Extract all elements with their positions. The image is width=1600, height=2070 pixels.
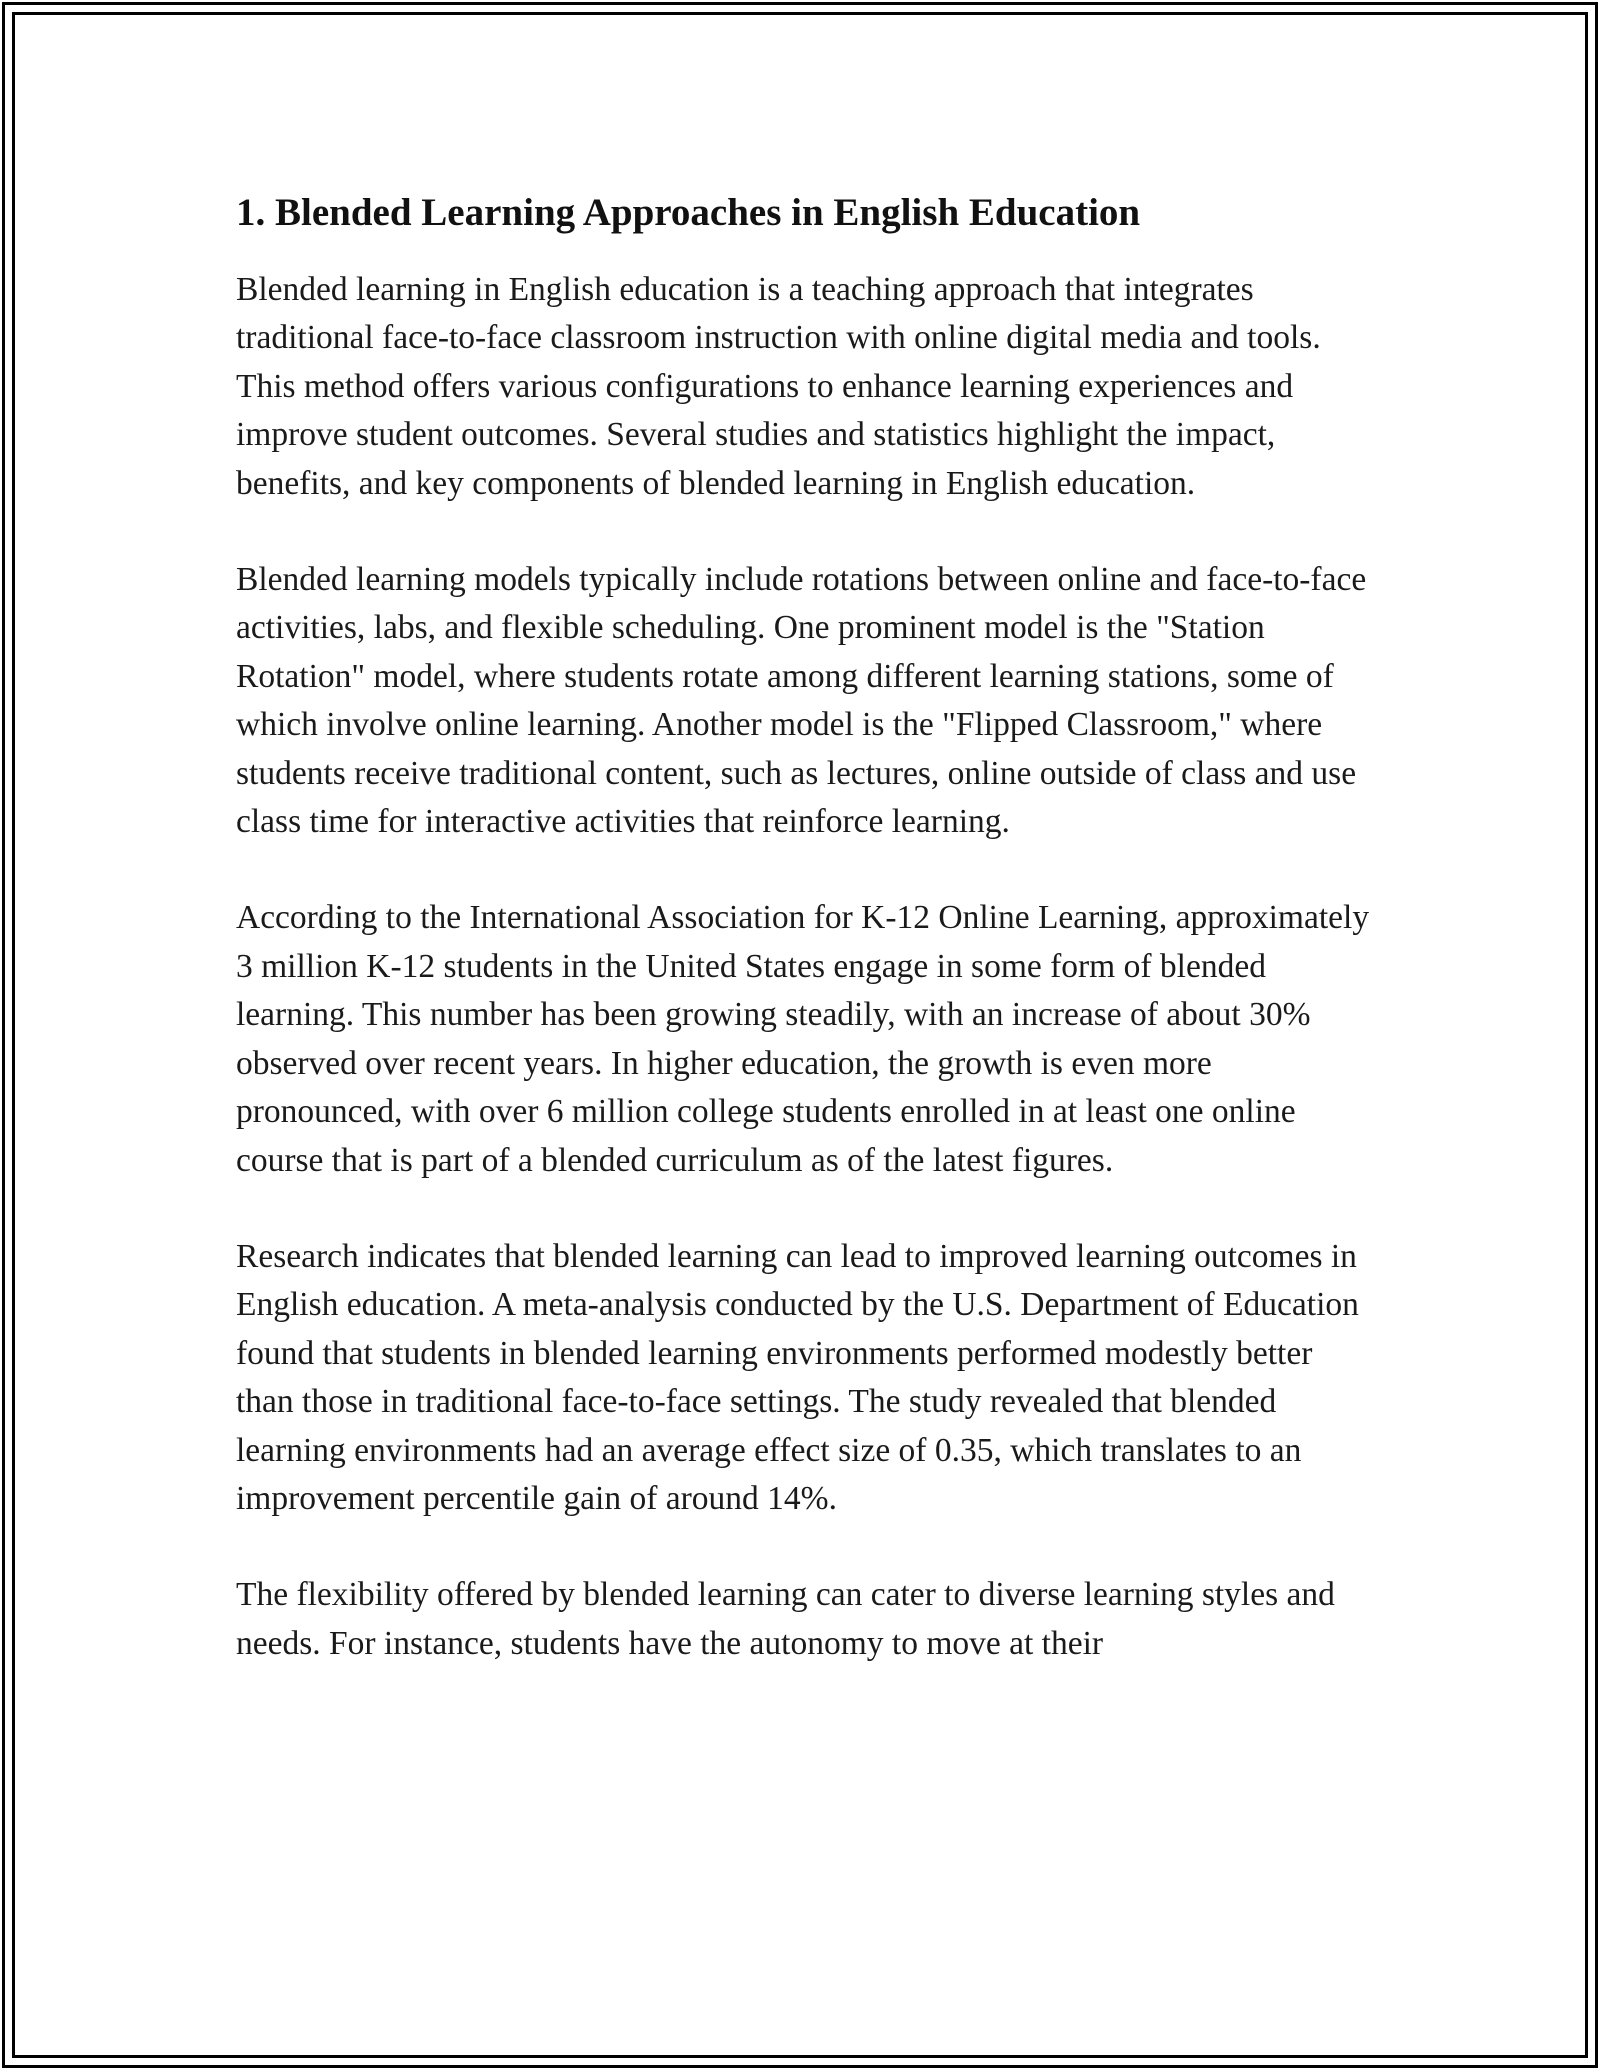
section-title: 1. Blended Learning Approaches in English Education [236, 191, 1141, 234]
paragraph-models: Blended learning models typically include rotations between online and face-to-face activities, labs, and flexible scheduling. One prominent model is the "Station Rotation" model, where students rotate among different learning stations, some of which involve online learning. Another model is the "Flipped Classroom," where students receive traditional content, such as lectures, online outside of class and use class time for interactive activities that reinforce learning. [236, 561, 1367, 841]
paragraph-statistics: According to the International Association for K-12 Online Learning, approximately 3 million K-12 students in the United States engage in some form of blended learning. This number has been growing steadily, with an increase of about 30% observed over recent years. In higher education, the growth is even more pronounced, with over 6 million college students enrolled in at least one online course that is part of a blended curriculum as of the latest figures. [236, 899, 1370, 1179]
document-body [236, 186, 1376, 1716]
paragraph-research: Research indicates that blended learning can lead to improved learning outcomes in English education. A meta-analysis conducted by the U.S. Department of Education found that students in blended learning environments performed modestly better than those in traditional face-to-face settings. The study revealed that blended learning environments had an average effect size of 0.35, which translates to an improvement percentile gain of around 14%. [236, 1237, 1359, 1517]
paragraph-flexibility: The flexibility offered by blended learning can cater to diverse learning styles and needs. For instance, students have the autonomy to move at their [236, 1576, 1335, 1662]
paragraph-intro: Blended learning in English education is a teaching approach that integrates traditional face-to-face classroom instruction with online digital media and tools. This method offers various configurations to enhance learning experiences and improve student outcomes. Several studies and statistics highlight the impact, benefits, and key components of blended learning in English education. [236, 271, 1321, 502]
